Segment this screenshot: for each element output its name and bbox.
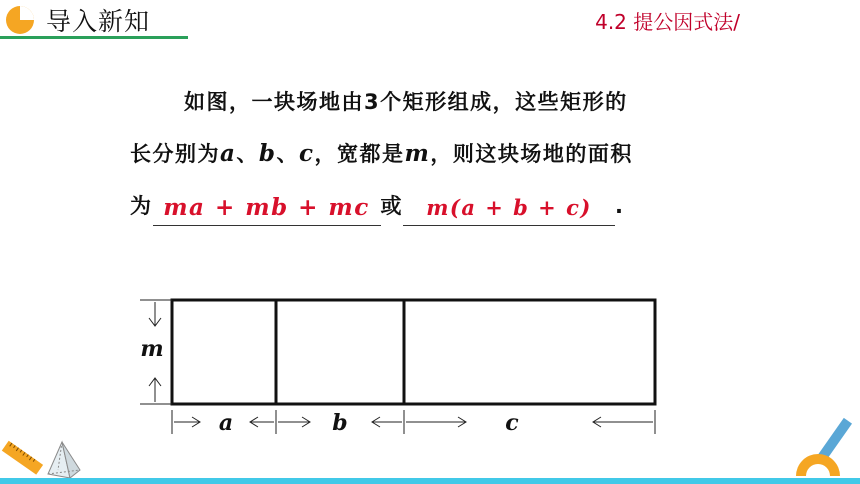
text-segment: ，宽都是 <box>314 142 405 166</box>
label-m: m <box>140 336 164 362</box>
bottom-bar <box>0 478 860 484</box>
separator: 、 <box>236 142 259 166</box>
bottom-right-decoration <box>790 412 860 478</box>
rect-b <box>276 300 404 404</box>
text-or: 或 <box>380 194 403 218</box>
label-c: c <box>505 410 519 436</box>
ruler-icon <box>2 441 43 475</box>
var-a: a <box>220 140 237 167</box>
text-segment: 个矩形组成，这些矩形的 <box>380 90 628 114</box>
protractor-icon <box>796 454 840 476</box>
answer-blank-1: ma + mb + mc <box>153 191 381 226</box>
bottom-left-decoration <box>0 436 90 482</box>
text-segment: ，则这块场地的面积 <box>430 142 633 166</box>
page-title: 导入新知 <box>46 7 151 36</box>
answer-blank-2: m(a + b + c) <box>403 191 615 226</box>
var-b: b <box>258 140 277 167</box>
var-m: m <box>404 140 431 167</box>
separator: 、 <box>276 142 299 166</box>
period: . <box>615 194 625 218</box>
width-dimensions <box>172 410 655 434</box>
text-segment: 如图，一块场地由 <box>184 90 364 114</box>
label-b: b <box>332 410 348 436</box>
pyramid-icon <box>48 442 80 478</box>
number-three: 3 <box>364 90 381 114</box>
rect-c <box>404 300 655 404</box>
section-label: 4.2 提公因式法/ <box>595 10 740 34</box>
label-a: a <box>218 410 234 436</box>
rect-a <box>172 300 276 404</box>
text-segment: 为 <box>130 194 153 218</box>
var-c: c <box>299 140 315 167</box>
text-segment: 长分别为 <box>130 142 220 166</box>
